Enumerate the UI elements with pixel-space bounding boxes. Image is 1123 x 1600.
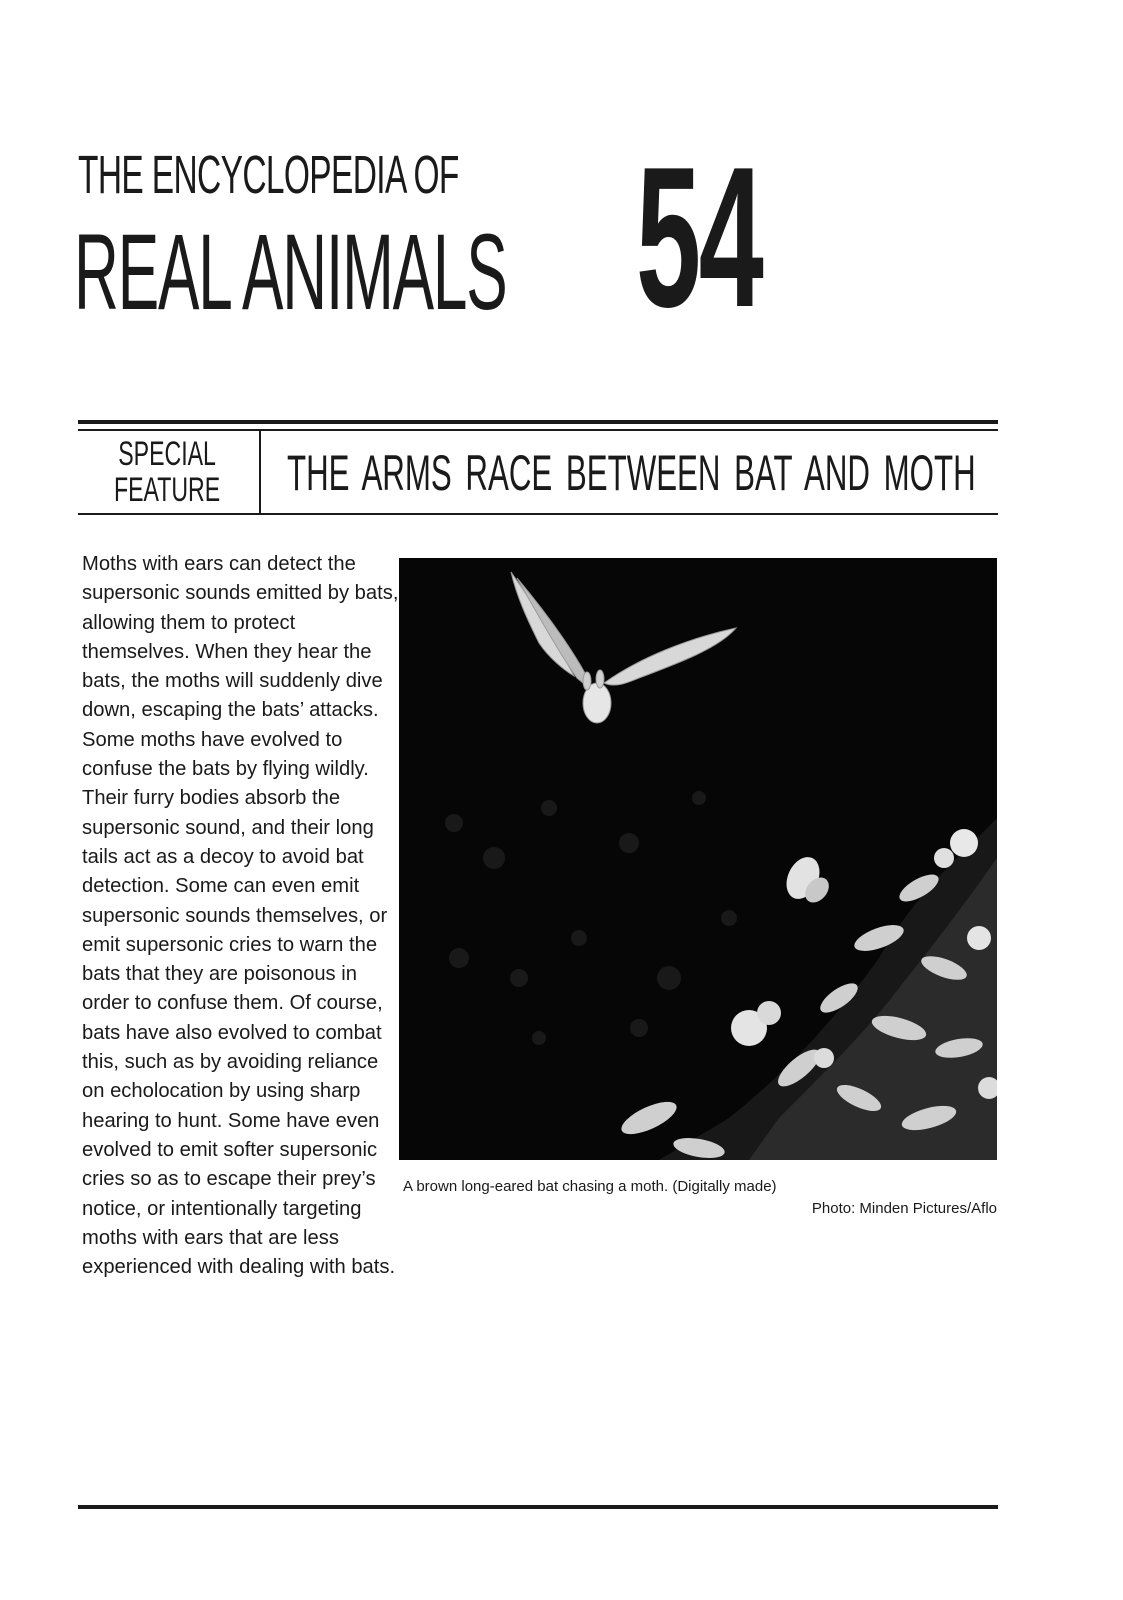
footer-rule bbox=[78, 1505, 998, 1509]
special-feature-label bbox=[80, 434, 254, 510]
photo-illustration bbox=[399, 558, 997, 1160]
special-feature-label-text: SPECIAL FEATURE bbox=[113, 435, 221, 509]
feature-title: THE ARMS RACE BETWEEN BAT AND MOTH bbox=[287, 445, 976, 501]
header-divider bbox=[259, 431, 261, 513]
bat-moth-photo bbox=[399, 558, 997, 1160]
series-title-line2: REAL ANIMALS bbox=[74, 211, 507, 332]
issue-number: 54 bbox=[636, 126, 762, 349]
series-title-line1: THE ENCYCLOPEDIA OF bbox=[78, 145, 459, 205]
header-rule-thick bbox=[78, 420, 998, 424]
photo-caption: A brown long-eared bat chasing a moth. (Digitally made) bbox=[403, 1178, 777, 1195]
header-rule-thin bbox=[78, 429, 998, 431]
article-text: Moths with ears can detect the supersonic sounds emitted by bats, allowing them to protect themselves. When they hear the bats, the moths will suddenly dive down, escaping the bats’ attacks. Some moths have evolved to confuse the bats by flying wildly. Their furry bodies absorb the supersonic sound, and their long tails act as a decoy to avoid bat detection. Some can even emit supersonic sounds themselves, or emit supersonic cries to warn the bats that they are poisonous in order to confuse them. Of course, bats have also evolved to combat this, such as by avoiding reliance on echolocation by using sharp hearing to hunt. Some have even evolved to emit softer supersonic cries so as to escape their prey’s notice, or intentionally targeting moths with ears that are less experienced with dealing with bats. bbox=[82, 553, 399, 1279]
photo-credit: Photo: Minden Pictures/Aflo bbox=[811, 1200, 997, 1217]
header-rule-bottom bbox=[78, 513, 998, 515]
